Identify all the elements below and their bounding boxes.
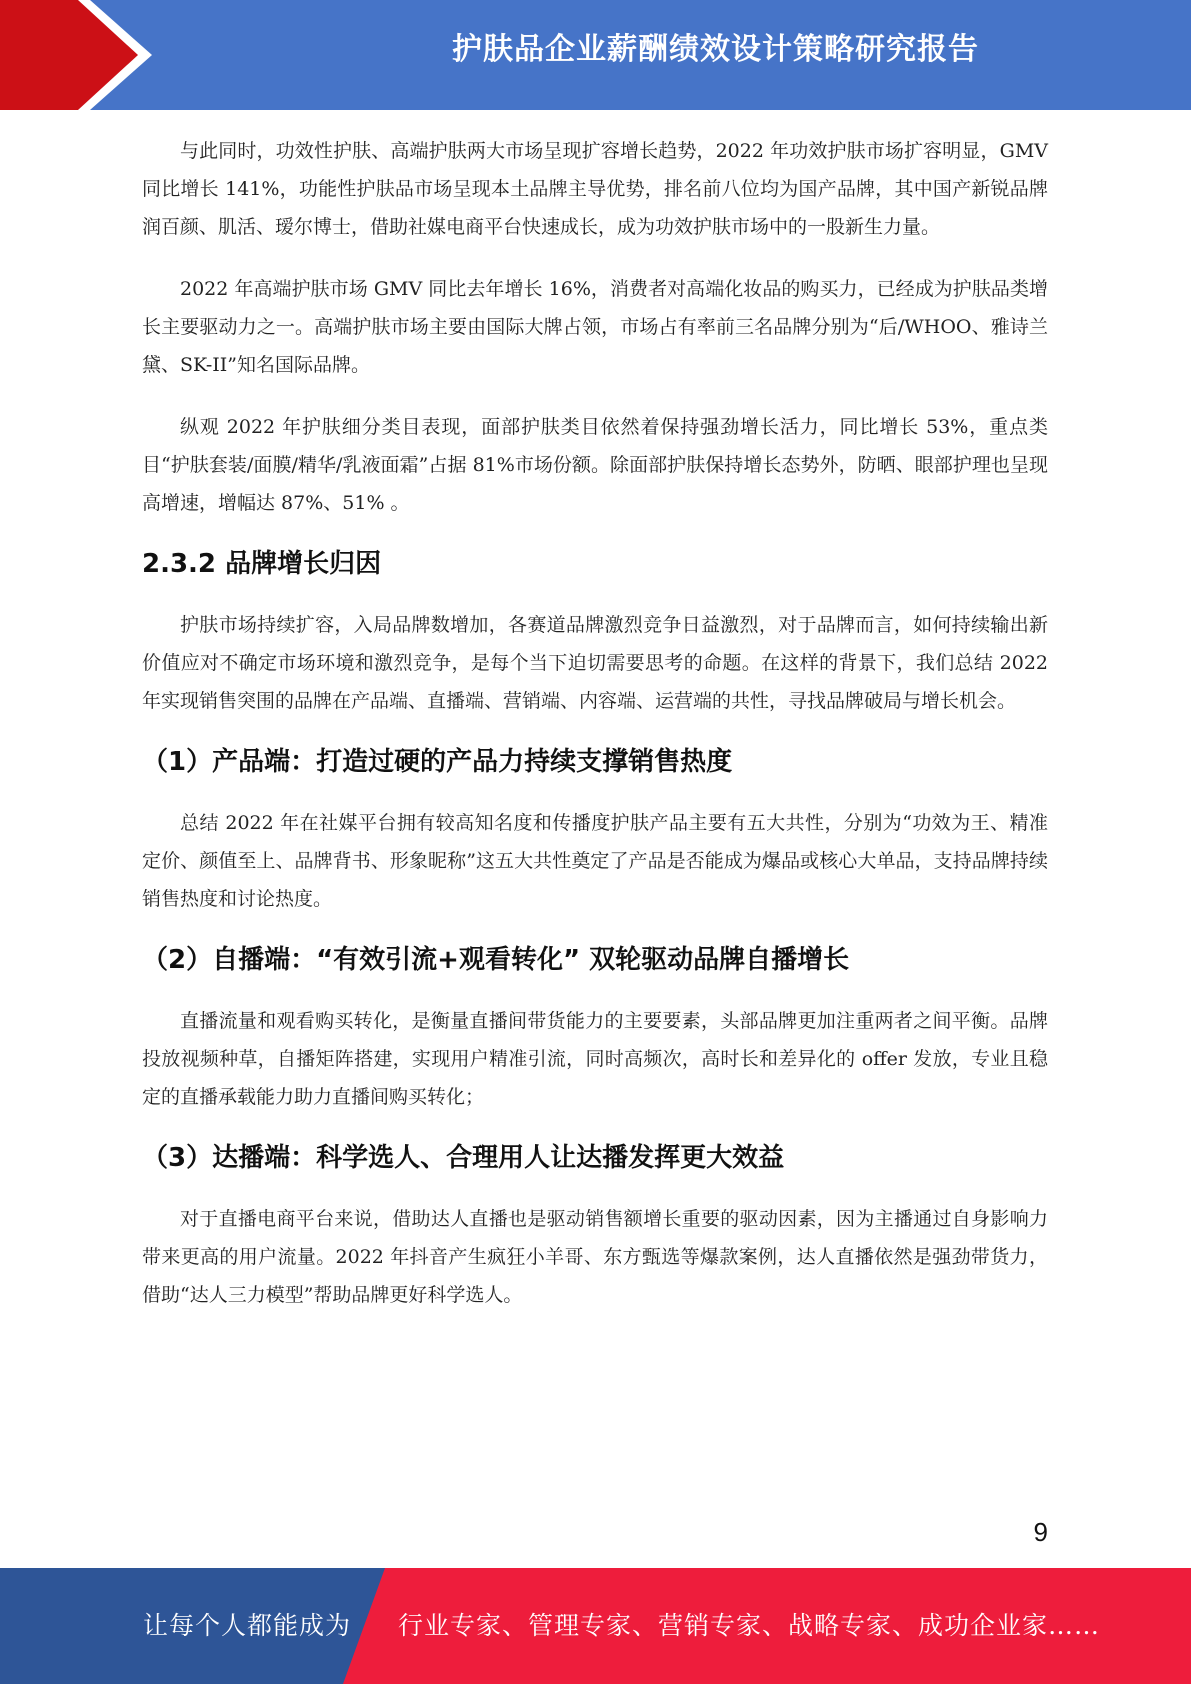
paragraph-influencer-broadcast: 对于直播电商平台来说，借助达人直播也是驱动销售额增长重要的驱动因素，因为主播通过自身影响力带来更高的用户流量。2022 年抖音产生疯狂小羊哥、东方甄选等爆款案例，达人直播依然是强劲带货力，借助“达人三力模型”帮助品牌更好科学选人。 [142, 1208, 1048, 1306]
page-number: 9 [1033, 1517, 1048, 1547]
footer-slogan-right: 行业专家、管理专家、营销专家、战略专家、成功企业家…… [398, 1611, 1101, 1640]
header-title: 护肤品企业薪酬绩效设计策略研究报告 [452, 32, 979, 67]
subheading-product: （1）产品端：打造过硬的产品力持续支撑销售热度 [142, 747, 733, 777]
paragraph-functional-skincare: 与此同时，功效性护肤、高端护肤两大市场呈现扩容增长趋势，2022 年功效护肤市场扩容明显，GMV 同比增长 141%，功能性护肤品市场呈现本土品牌主导优势，排名前八位均为国产品牌，其中国产新锐品牌润百颜、肌活、瑷尔博士，借助社媒电商平台快速成长，成为功效护肤市场中的一股新生力量。 [142, 140, 1048, 238]
page-footer [0, 1568, 1191, 1684]
paragraph-subcategory-performance: 纵观 2022 年护肤细分类目表现，面部护肤类目依然着保持强劲增长活力，同比增长 53%，重点类目“护肤套装/面膜/精华/乳液面霜”占据 81%市场份额。除面部护肤保持增长态势外，防晒、眼部护理也呈现高增速，增幅达 87%、51% 。 [142, 416, 1048, 514]
paragraph-product: 总结 2022 年在社媒平台拥有较高知名度和传播度护肤产品主要有五大共性，分别为“功效为王、精准定价、颜值至上、品牌背书、形象昵称”这五大共性奠定了产品是否能成为爆品或核心大单品，支持品牌持续销售热度和讨论热度。 [142, 812, 1048, 910]
page-header [0, 0, 1191, 110]
subheading-influencer-broadcast: （3）达播端：科学选人、合理用人让达播发挥更大效益 [142, 1143, 785, 1173]
paragraph-self-broadcast: 直播流量和观看购买转化，是衡量直播间带货能力的主要要素，头部品牌更加注重两者之间平衡。品牌投放视频种草，自播矩阵搭建，实现用户精准引流，同时高频次，高时长和差异化的 offer 发放，专业且稳定的直播承载能力助力直播间购买转化； [142, 1010, 1048, 1108]
paragraph-premium-skincare: 2022 年高端护肤市场 GMV 同比去年增长 16%，消费者对高端化妆品的购买力，已经成为护肤品类增长主要驱动力之一。高端护肤市场主要由国际大牌占领，市场占有率前三名品牌分别为“后/WHOO、雅诗兰黛、SK-II”知名国际品牌。 [142, 278, 1048, 376]
section-heading: 2.3.2 品牌增长归因 [142, 549, 382, 579]
subheading-self-broadcast: （2）自播端：“有效引流+观看转化” 双轮驱动品牌自播增长 [142, 945, 850, 975]
document-body [142, 132, 1048, 1314]
footer-slogan-left: 让每个人都能成为 [143, 1611, 352, 1640]
paragraph-brand-growth: 护肤市场持续扩容，入局品牌数增加，各赛道品牌激烈竞争日益激烈，对于品牌而言，如何持续输出新价值应对不确定市场环境和激烈竞争，是每个当下迫切需要思考的命题。在这样的背景下，我们总结 2022 年实现销售突围的品牌在产品端、直播端、营销端、内容端、运营端的共性，寻找品牌破局与增长机会。 [142, 614, 1048, 712]
